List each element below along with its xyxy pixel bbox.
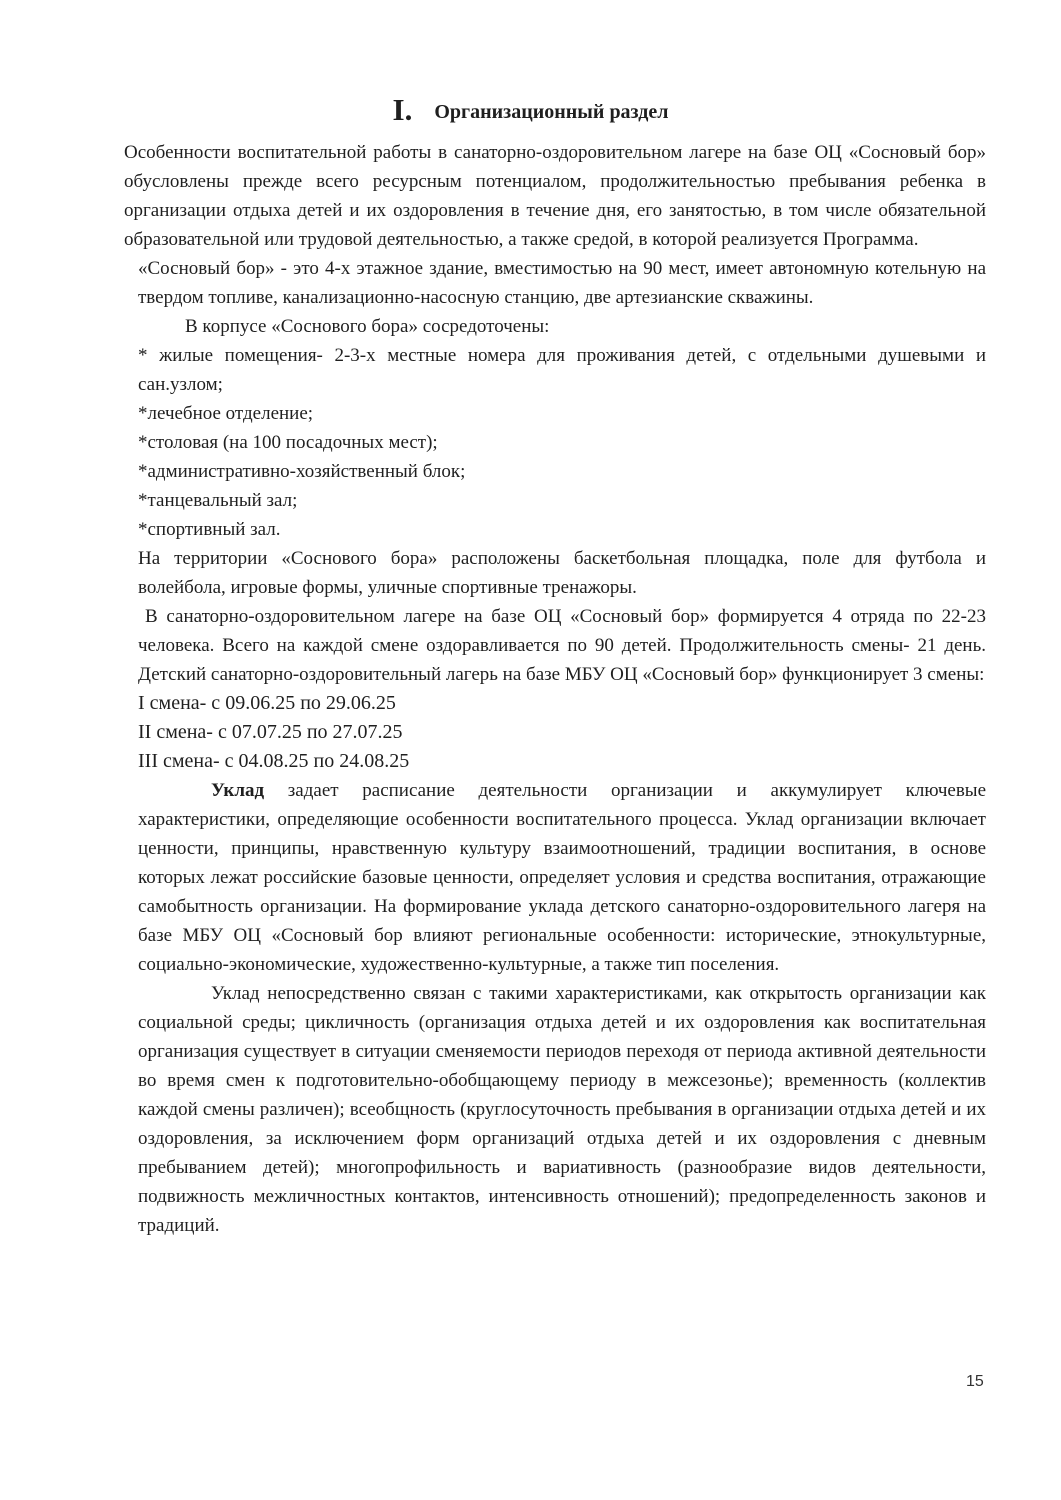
paragraph-squads: В санаторно-оздоровительном лагере на базе ОЦ «Сосновый бор» формируется 4 отряда по 22-23 человека. Всего на каждой смене оздоравливается по 90 детей. Продолжительность смены- 21 день. Детский санаторно-оздоровительный лагерь на базе МБУ ОЦ «Сосновый бор» функционирует 3 смены: [138, 606, 986, 685]
section-heading [0, 92, 1061, 128]
section-number: I. [392, 92, 413, 127]
building-block [124, 254, 986, 1240]
paragraph-intro: Особенности воспитательной работы в санаторно-оздоровительном лагере на базе ОЦ «Сосновый бор» обусловлены прежде всего ресурсным потенциалом, продолжительностью пребывания ребенка в организации отдыха детей и их оздоровления в течение дня, его занятостью, в том числе обязательной образовательной или трудовой деятельностью, а также средой, в которой реализуется Программа. [124, 142, 986, 250]
paragraph-facilities-intro: В корпусе «Соснового бора» сосредоточены: [185, 316, 550, 337]
paragraph-uklad-characteristics: Уклад непосредственно связан с такими характеристиками, как открытость организации как социальной среды; цикличность (организация отдыха детей и их оздоровления как воспитательная организация существует в ситуации сменяемости периодов переходя от периода активной деятельности во время смен к подготовительно-обобщающему периоду в межсезонье); временность (коллектив каждой смены различен); всеобщность (круглосуточность пребывания в организации отдыха детей и их оздоровления, за исключением форм организаций отдыха детей и их оздоровления с дневным пребыванием детей); многопрофильность и вариативность (разнообразие видов деятельности, подвижность межличностных контактов, интенсивность отношений); предопределенность законов и традиций. [138, 983, 986, 1236]
facilities-list [138, 341, 986, 544]
shift-item: III смена- с 04.08.25 по 24.08.25 [138, 750, 410, 772]
shift-item: I смена- с 09.06.25 по 29.06.25 [138, 692, 396, 714]
list-item: *столовая (на 100 посадочных мест); [138, 432, 438, 453]
paragraph-uklad-text: задает расписание деятельности организации и аккумулирует ключевые характеристики, определяющие особенности воспитательного процесса. Уклад организации включает ценности, принципы, нравственную культуру взаимоотношений, традиции воспитания, в основе которых лежат российские базовые ценности, определяет условия и средства воспитания, отражающие самобытность организации. На формирование уклада детского санаторно-оздоровительного лагеря на базе МБУ ОЦ «Сосновый бор влияют региональные особенности: исторические, этнокультурные, социально-экономические, художественно-культурные, а также тип поселения. [138, 780, 986, 975]
term-uklad: Уклад [211, 780, 265, 801]
shifts-list [138, 689, 986, 776]
paragraph-uklad [138, 776, 986, 979]
paragraph-building: «Сосновый бор» - это 4-х этажное здание, вместимостью на 90 мест, имеет автономную котельную на твердом топливе, канализационно-насосную станцию, две артезианские скважины. [138, 258, 986, 308]
section-title: Организационный раздел [434, 101, 669, 123]
paragraph-territory: На территории «Соснового бора» расположены баскетбольная площадка, поле для футбола и волейбола, игровые формы, уличные спортивные тренажоры. [138, 548, 986, 598]
list-item: * жилые помещения- 2-3-х местные номера для проживания детей, с отдельными душевыми и сан.узлом; [138, 345, 986, 395]
list-item: *лечебное отделение; [138, 403, 314, 424]
list-item: *танцевальный зал; [138, 490, 298, 511]
list-item: *спортивный зал. [138, 519, 281, 540]
body-text [124, 138, 986, 1240]
list-item: *административно-хозяйственный блок; [138, 461, 466, 482]
shift-item: II смена- с 07.07.25 по 27.07.25 [138, 721, 403, 743]
page-number: 15 [966, 1373, 984, 1390]
